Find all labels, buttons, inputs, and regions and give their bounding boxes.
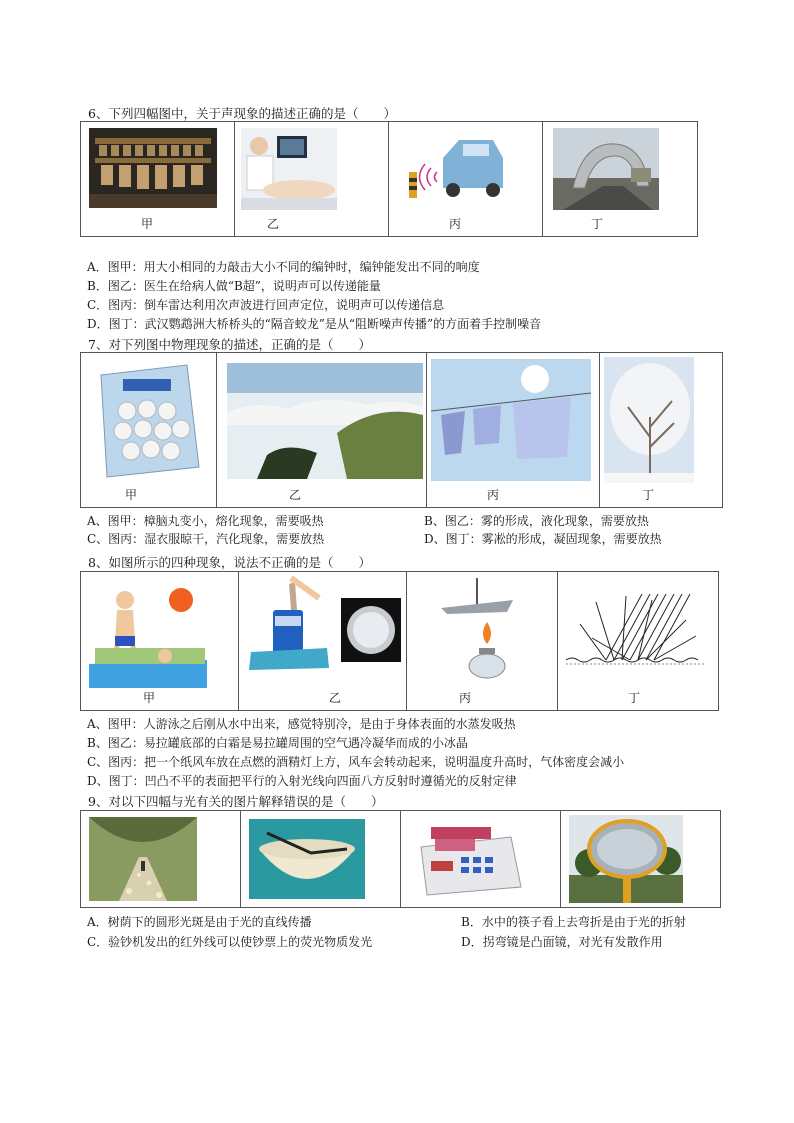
- q8-option-c[interactable]: C、图丙：把一个纸风车放在点燃的酒精灯上方，风车会转动起来，说明温度升高时，气体密度会减小: [87, 755, 625, 769]
- can-with-frost-image: [249, 576, 331, 672]
- q6-option-d[interactable]: D．图丁：武汉鹦鹉洲大桥桥头的“隔音蛟龙”是从“阻断噪声传播”的方面着手控制噪音: [87, 317, 542, 331]
- q8-cell-bing: [407, 572, 558, 711]
- q7-label-bing: 丙: [487, 488, 500, 502]
- q7-cell-ding: [600, 353, 723, 508]
- q7-option-b[interactable]: B、图乙：雾的形成，液化现象，需要放热: [424, 514, 649, 528]
- q8-option-d[interactable]: D、图丁：凹凸不平的表面把平行的入射光线向四面八方反射时遵循光的反射定律: [87, 774, 517, 788]
- q8-option-a[interactable]: A、图甲：人游泳之后刚从水中出来，感觉特别冷，是由于身体表面的水蒸发吸热: [87, 717, 516, 731]
- q6-label-jia: 甲: [141, 217, 154, 231]
- q7-cell-yi: [217, 353, 427, 508]
- q9-cell-money-detector: [401, 811, 561, 908]
- drying-clothes-image: [431, 359, 591, 481]
- q6-label-bing: 丙: [449, 217, 462, 231]
- swimmer-image: [89, 578, 207, 688]
- noise-barrier-bridge-image: [553, 128, 659, 210]
- q6-cell-yi: [235, 122, 389, 237]
- q9-option-c[interactable]: C．验钞机发出的红外线可以使钞票上的荧光物质发光: [87, 935, 373, 949]
- q9-cell-chopsticks: [241, 811, 401, 908]
- camphor-balls-image: [87, 359, 207, 481]
- q9-option-d[interactable]: D．拐弯镜是凸面镜，对光有发散作用: [461, 935, 663, 949]
- rime-tree-image: [604, 357, 694, 483]
- q8-cell-yi: [239, 572, 407, 711]
- chopsticks-bowl-image: [249, 819, 365, 899]
- chime-bells-image: [89, 128, 217, 208]
- reversing-radar-image: [403, 128, 507, 208]
- q7-figure-table: [80, 352, 723, 508]
- b-ultrasound-image: [241, 128, 337, 210]
- q6-label-ding: 丁: [591, 217, 604, 231]
- q6-cell-jia: [81, 122, 235, 237]
- convex-mirror-image: [569, 815, 683, 903]
- q7-option-c[interactable]: C、图丙：湿衣服晾干，汽化现象，需要放热: [87, 532, 325, 546]
- q8-label-bing: 丙: [459, 691, 472, 705]
- q7-title: 7、对下列图中物理现象的描述，正确的是（ ）: [88, 337, 371, 352]
- q8-label-ding: 丁: [628, 691, 641, 705]
- q8-label-jia: 甲: [143, 691, 156, 705]
- q7-option-d[interactable]: D、图丁：雾凇的形成，凝固现象，需要放热: [424, 532, 662, 546]
- q9-option-a[interactable]: A．树荫下的圆形光斑是由于光的直线传播: [87, 915, 312, 929]
- q8-cell-jia: [81, 572, 239, 711]
- frost-closeup-image: [341, 598, 401, 662]
- q6-option-c[interactable]: C．图丙：倒车雷达利用次声波进行回声定位，说明声可以传递信息: [87, 298, 445, 312]
- q7-label-jia: 甲: [125, 488, 138, 502]
- q6-cell-ding: [543, 122, 698, 237]
- q8-option-b[interactable]: B、图乙：易拉罐底部的白霜是易拉罐周围的空气遇冷凝华而成的小冰晶: [87, 736, 468, 750]
- q6-cell-bing: [389, 122, 543, 237]
- q6-label-yi: 乙: [267, 217, 280, 231]
- q9-figure-table: [80, 810, 721, 908]
- q7-option-a[interactable]: A、图甲：樟脑丸变小，熔化现象，需要吸热: [87, 514, 324, 528]
- q9-cell-convex-mirror: [561, 811, 721, 908]
- fog-valley-image: [227, 363, 423, 479]
- pinwheel-lamp-image: [427, 578, 527, 682]
- q6-title: 6、下列四幅图中，关于声现象的描述正确的是（ ）: [88, 106, 396, 121]
- q7-cell-bing: [427, 353, 600, 508]
- q8-cell-ding: [558, 572, 719, 711]
- q6-option-a[interactable]: A．图甲：用大小相同的力敲击大小不同的编钟时，编钟能发出不同的响度: [87, 260, 480, 274]
- q8-title: 8、如图所示的四种现象，说法不正确的是（ ）: [88, 555, 371, 570]
- q8-label-yi: 乙: [329, 691, 342, 705]
- q8-figure-table: [80, 571, 719, 711]
- q9-title: 9、对以下四幅与光有关的图片解释错误的是（ ）: [88, 794, 384, 809]
- q7-label-yi: 乙: [289, 488, 302, 502]
- money-detector-image: [411, 817, 529, 901]
- tree-shade-image: [89, 817, 197, 901]
- diffuse-reflection-diagram: [566, 580, 706, 670]
- q7-label-ding: 丁: [642, 488, 655, 502]
- q9-option-b[interactable]: B．水中的筷子看上去弯折是由于光的折射: [461, 915, 686, 929]
- q9-cell-tree-shade: [81, 811, 241, 908]
- q7-cell-jia: [81, 353, 217, 508]
- q6-option-b[interactable]: B．图乙：医生在给病人做“B超”，说明声可以传递能量: [87, 279, 381, 293]
- q6-figure-table: [80, 121, 698, 237]
